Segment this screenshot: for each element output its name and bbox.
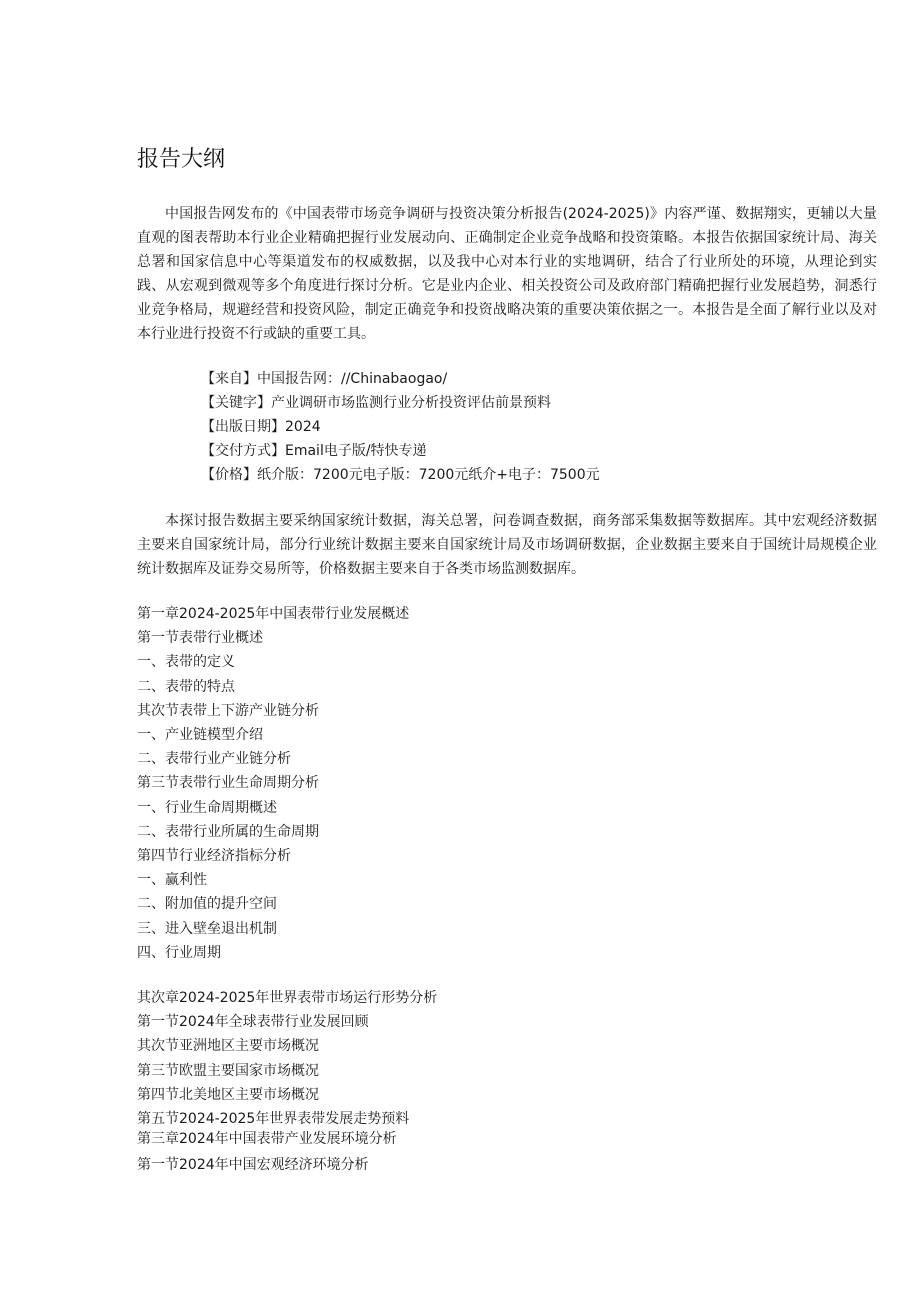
toc-chapter-3 xyxy=(137,1127,397,1151)
meta-keywords: 【关键字】产业调研市场监测行业分析投资评估前景预料 xyxy=(201,395,551,411)
toc-item: 一、赢利性 xyxy=(137,872,207,889)
toc-item: 其次节亚洲地区主要市场概况 xyxy=(137,1038,319,1055)
toc-item: 四、行业周期 xyxy=(137,944,221,961)
toc-item: 第一节2024年中国宏观经济环境分析 xyxy=(137,1157,369,1173)
toc-chapter-heading: 第一章2024-2025年中国表带行业发展概述 xyxy=(137,606,410,622)
toc-chapter-3-sections xyxy=(137,1153,369,1177)
meta-source: 【来自】中国报告网：//Chinabaogao/ xyxy=(201,371,448,387)
toc-chapter-1 xyxy=(137,602,409,965)
toc-chapter-2 xyxy=(137,986,437,1131)
toc-item: 第三节欧盟主要国家市场概况 xyxy=(137,1062,319,1079)
toc-item: 二、附加值的提升空间 xyxy=(137,896,277,913)
toc-item: 二、表带行业所属的生命周期 xyxy=(137,823,319,840)
toc-item: 第一节表带行业概述 xyxy=(137,630,263,647)
toc-item: 二、表带的特点 xyxy=(137,678,235,695)
meta-price: 【价格】纸介版：7200元电子版：7200元纸介+电子：7500元 xyxy=(201,467,600,483)
toc-item: 一、行业生命周期概述 xyxy=(137,799,277,816)
toc-chapter-heading: 第三章2024年中国表带产业发展环境分析 xyxy=(137,1131,397,1147)
toc-item: 第四节行业经济指标分析 xyxy=(137,848,291,865)
toc-item: 第一节2024年全球表带行业发展回顾 xyxy=(137,1014,369,1031)
meta-publish-date: 【出版日期】2024 xyxy=(201,419,321,435)
toc-item: 第三节表带行业生命周期分析 xyxy=(137,775,319,792)
intro-paragraph: 中国报告网发布的《中国表带市场竞争调研与投资决策分析报告(2024-2025)》内容严谨、数据翔实，更辅以大量直观的图表帮助本行业企业精确把握行业发展动向、正确制定企业竞争战略和投资策略。本报告依据国家统计局、海关总署和国家信息中心等渠道发布的权威数据，以及我中心对本行业的实地调研，结合了行业所处的环境，从理论到实践、从宏观到微观等多个角度进行探讨分析。它是业内企业、相关投资公司及政府部门精确把握行业发展趋势，洞悉行业竞争格局，规避经营和投资风险，制定正确竞争和投资战略决策的重要决策依据之一。本报告是全面了解行业以及对本行业进行投资不行或缺的重要工具。 xyxy=(137,206,877,342)
data-source-paragraph: 本探讨报告数据主要采纳国家统计数据，海关总署，问卷调查数据，商务部采集数据等数据库。其中宏观经济数据主要来自国家统计局，部分行业统计数据主要来自国家统计局及市场调研数据，企业数据主要来自于国统计局规模企业统计数据库及证券交易所等，价格数据主要来自于各类市场监测数据库。 xyxy=(137,513,877,577)
toc-item: 一、表带的定义 xyxy=(137,654,235,671)
toc-item: 第四节北美地区主要市场概况 xyxy=(137,1086,319,1103)
toc-item: 三、进入壁垒退出机制 xyxy=(137,920,277,937)
report-meta-list xyxy=(201,367,600,487)
toc-item: 其次节表带上下游产业链分析 xyxy=(137,702,319,719)
toc-chapter-heading: 其次章2024-2025年世界表带市场运行形势分析 xyxy=(137,990,438,1006)
page-title: 报告大纲 xyxy=(137,147,226,172)
toc-item: 一、产业链模型介绍 xyxy=(137,727,263,744)
meta-delivery: 【交付方式】Email电子版/特快专递 xyxy=(201,443,427,459)
toc-item: 第五节2024-2025年世界表带发展走势预料 xyxy=(137,1111,410,1128)
toc-item: 二、表带行业产业链分析 xyxy=(137,751,291,768)
